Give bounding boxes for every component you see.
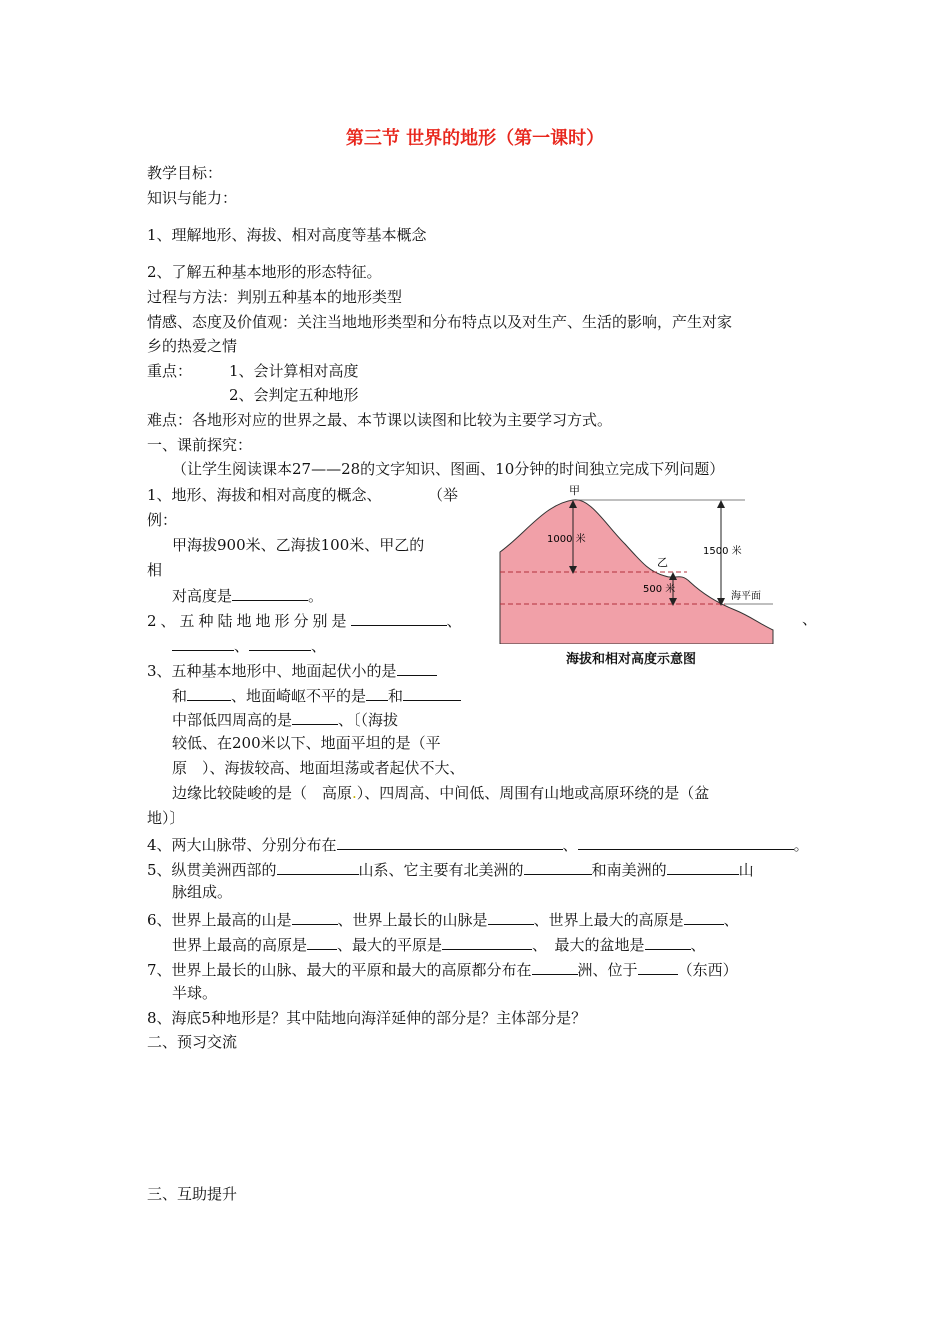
key-point-1: 1、会计算相对高度 bbox=[229, 362, 359, 380]
blank[interactable] bbox=[403, 684, 461, 701]
attitude-values: 情感、态度及价值观：关注当地地形类型和分布特点以及对生产、生活的影响，产生对家 bbox=[147, 313, 733, 331]
blank[interactable] bbox=[292, 708, 338, 725]
label-yi: 乙 bbox=[657, 556, 668, 569]
question-2-cont: 、 、 bbox=[172, 634, 326, 656]
section-1-instruction: （让学生阅读课本27——28的文字知识、图画、10分钟的时间独立完成下列问题） bbox=[172, 460, 725, 478]
blank[interactable] bbox=[187, 684, 231, 701]
knowledge-heading: 知识与能力： bbox=[147, 189, 238, 207]
question-3-plateau: 原 ）、海拔较高、地面坦荡或者起伏不大、 bbox=[172, 759, 465, 777]
question-1-answer-line: 对高度是 。 bbox=[172, 584, 323, 606]
blank[interactable] bbox=[366, 684, 388, 701]
question-3-plain: 较低、在200米以下、地面平坦的是（平 bbox=[172, 734, 441, 752]
question-5-cont: 脉组成。 bbox=[172, 883, 233, 901]
question-1-example-text2: 相 bbox=[147, 561, 163, 579]
question-2-sep: 、 bbox=[802, 610, 818, 628]
blank[interactable] bbox=[524, 858, 592, 875]
label-sea-level: 海平面 bbox=[731, 591, 761, 602]
blank[interactable] bbox=[172, 634, 234, 651]
section-2-heading: 二、预习交流 bbox=[147, 1033, 238, 1051]
blank[interactable] bbox=[638, 958, 678, 975]
blank[interactable] bbox=[532, 958, 578, 975]
blank[interactable] bbox=[667, 858, 739, 875]
attitude-values-cont: 乡的热爱之情 bbox=[147, 337, 238, 355]
blank[interactable] bbox=[292, 908, 338, 925]
objectives-heading: 教学目标： bbox=[147, 164, 223, 182]
key-point-2: 2、会判定五种地形 bbox=[229, 386, 359, 404]
question-7: 7、世界上最长的山脉、最大的平原和最大的高原都分布在 洲、位于 （东西） bbox=[147, 958, 738, 980]
label-1500: 1500 米 bbox=[703, 546, 742, 557]
label-500: 500 米 bbox=[643, 584, 676, 595]
elevation-diagram-svg bbox=[495, 484, 785, 644]
question-1: 1、地形、海拔和相对高度的概念、 bbox=[147, 486, 382, 504]
blank[interactable] bbox=[337, 833, 563, 850]
question-3: 3、五种基本地形中、地面起伏小的是 bbox=[147, 659, 437, 681]
elevation-diagram bbox=[495, 484, 785, 669]
blank[interactable] bbox=[578, 833, 794, 850]
section-1-heading: 一、课前探究： bbox=[147, 436, 253, 454]
question-7-cont: 半球。 bbox=[172, 984, 218, 1002]
blank[interactable] bbox=[232, 584, 308, 601]
process-method: 过程与方法：判别五种基本的地形类型 bbox=[147, 288, 403, 306]
blank[interactable] bbox=[277, 858, 359, 875]
question-3-cont: 和 、地面崎岖不平的是 和 bbox=[172, 684, 461, 706]
question-6: 6、世界上最高的山是 、世界上最长的山脉是 、世界上最大的高原是 、 bbox=[147, 908, 739, 930]
question-8: 8、海底5种地形是？其中陆地向海洋延伸的部分是？主体部分是？ bbox=[147, 1009, 587, 1027]
blank[interactable] bbox=[645, 933, 691, 950]
objective-1: 1、理解地形、海拔、相对高度等基本概念 bbox=[147, 226, 427, 244]
question-2: 2、五种陆地地形分别是 、 bbox=[147, 609, 466, 631]
blank[interactable] bbox=[397, 659, 437, 676]
blank[interactable] bbox=[488, 908, 534, 925]
question-3-basin: 中部低四周高的是 、〔（海拔 bbox=[172, 708, 398, 730]
question-3-edge: 边缘比较陡峻的是（ 高原.）、四周高、中间低、周围有山地或高原环绕的是（盆 bbox=[172, 784, 710, 802]
figure-caption: 海拔和相对高度示意图 bbox=[566, 652, 697, 667]
key-points-label: 重点： bbox=[147, 362, 193, 380]
question-1-example: （举 bbox=[428, 486, 459, 504]
label-1000: 1000 米 bbox=[547, 534, 586, 545]
question-3-end: 地）〕 bbox=[147, 809, 185, 827]
question-6-cont: 世界上最高的高原是 、最大的平原是 、 最大的盆地是 、 bbox=[172, 933, 706, 955]
difficulty: 难点：各地形对应的世界之最、本节课以读图和比较为主要学习方式。 bbox=[147, 411, 613, 429]
question-5: 5、纵贯美洲西部的 山系、它主要有北美洲的 和南美洲的 山 bbox=[147, 858, 754, 880]
question-1-example-text: 甲海拔900米、乙海拔100米、甲乙的 bbox=[172, 536, 425, 554]
section-3-heading: 三、互助提升 bbox=[147, 1185, 238, 1203]
blank[interactable] bbox=[684, 908, 724, 925]
blank[interactable] bbox=[307, 933, 337, 950]
page-title: 第三节 世界的地形（第一课时） bbox=[345, 128, 605, 149]
question-1-example-cont: 例： bbox=[147, 511, 178, 529]
blank[interactable] bbox=[249, 634, 311, 651]
objective-2: 2、了解五种基本地形的形态特征。 bbox=[147, 263, 382, 281]
question-4: 4、两大山脉带、分别分布在 、 。 bbox=[147, 833, 809, 855]
label-jia: 甲 bbox=[569, 484, 580, 497]
blank[interactable] bbox=[351, 609, 447, 626]
blank[interactable] bbox=[442, 933, 532, 950]
